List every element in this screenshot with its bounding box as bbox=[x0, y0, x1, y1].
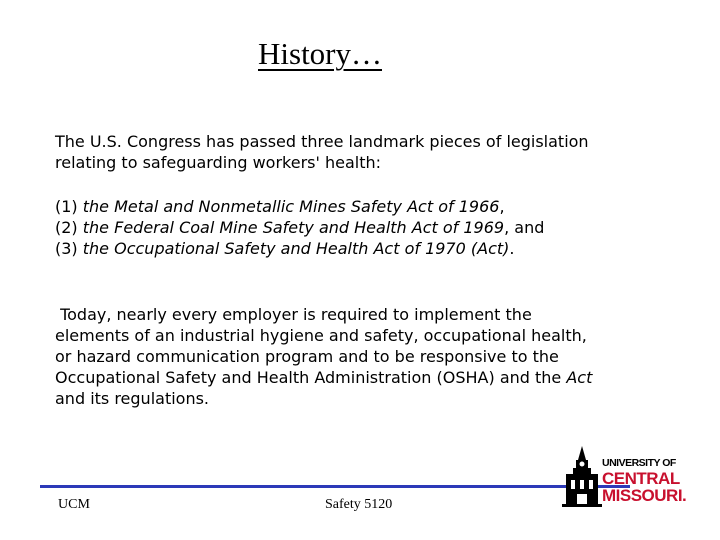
today-line-4-text: Occupational Safety and Health Administration (OSHA) and the bbox=[55, 368, 567, 387]
footer-org: UCM bbox=[58, 497, 90, 512]
act-number: (3) bbox=[55, 239, 78, 258]
act-number: (1) bbox=[55, 197, 78, 216]
act-item-3 bbox=[55, 238, 695, 259]
today-line-2: elements of an industrial hygiene and safety, occupational health, bbox=[55, 326, 587, 345]
clock-tower-icon bbox=[562, 446, 602, 508]
today-line-4 bbox=[55, 367, 695, 388]
footer-divider bbox=[40, 485, 630, 488]
act-tail: , bbox=[499, 197, 505, 216]
today-line-5: and its regulations. bbox=[55, 389, 210, 408]
act-item-2 bbox=[55, 217, 695, 238]
slide-title: History… bbox=[258, 36, 382, 71]
act-item-1 bbox=[55, 196, 695, 217]
today-line-1: Today, nearly every employer is required to implement the bbox=[55, 305, 532, 324]
act-tail: . bbox=[509, 239, 515, 258]
act-tail: , and bbox=[504, 218, 545, 237]
acts-list bbox=[55, 196, 695, 259]
act-reference: Act bbox=[566, 368, 593, 387]
act-number: (2) bbox=[55, 218, 78, 237]
intro-line-1: The U.S. Congress has passed three landmark pieces of legislation bbox=[55, 132, 589, 151]
today-line-3: or hazard communication program and to be responsive to the bbox=[55, 347, 559, 366]
intro-paragraph bbox=[55, 131, 695, 173]
act-name: the Federal Coal Mine Safety and Health Act of 1969 bbox=[82, 218, 505, 237]
logo-line-1: UNIVERSITY OF bbox=[602, 457, 676, 469]
act-name: the Occupational Safety and Health Act of 1970 (Act) bbox=[82, 239, 510, 258]
logo-line-3: MISSOURI. bbox=[602, 485, 687, 505]
intro-line-2: relating to safeguarding workers' health: bbox=[55, 153, 381, 172]
footer-course: Safety 5120 bbox=[325, 497, 393, 512]
today-paragraph bbox=[55, 304, 695, 409]
logo-line-2: CENTRAL bbox=[602, 468, 680, 488]
university-logo bbox=[562, 440, 697, 512]
logo-wordmark bbox=[602, 458, 686, 504]
act-name: the Metal and Nonmetallic Mines Safety Act of 1966 bbox=[82, 197, 500, 216]
